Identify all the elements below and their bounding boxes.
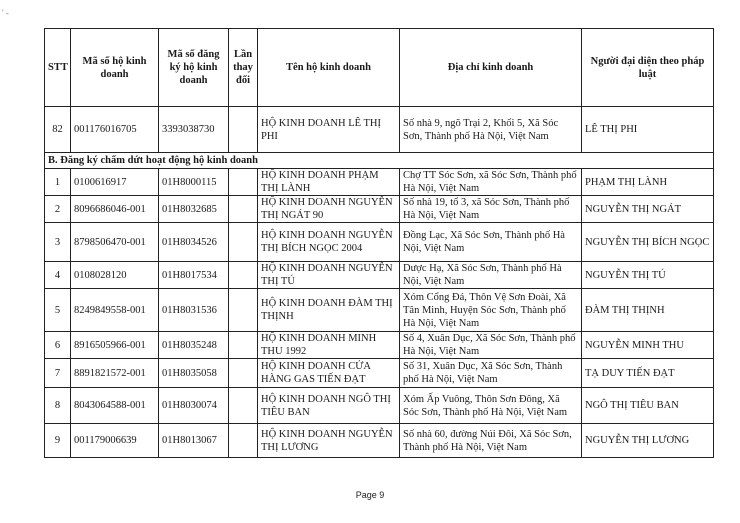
cell-lan [229, 289, 258, 332]
cell-nguoi: ĐÀM THỊ THỊNH [582, 289, 714, 332]
header-lan-thay-doi: Lần thay đổi [229, 29, 258, 107]
table-row [45, 169, 714, 196]
header-nguoi-dai-dien: Người đại diện theo pháp luật [582, 29, 714, 107]
cell-ma-dang-ky: 01H8030074 [159, 388, 229, 424]
business-registration-table [44, 28, 714, 458]
cell-ma-so: 8798506470-001 [71, 223, 159, 262]
cell-nguoi: NGÔ THỊ TIÊU BAN [582, 388, 714, 424]
table-row [45, 223, 714, 262]
cell-ma-so: 001176016705 [71, 107, 159, 153]
page-number: Page 9 [355, 490, 385, 500]
cell-ma-dang-ky: 01H8034526 [159, 223, 229, 262]
cell-stt: 3 [45, 223, 71, 262]
cell-lan [229, 388, 258, 424]
cell-lan [229, 169, 258, 196]
cell-stt: 8 [45, 388, 71, 424]
cell-ten: HỘ KINH DOANH NGUYỄN THỊ LƯƠNG [258, 424, 400, 458]
cell-ma-so: 8916505966-001 [71, 332, 159, 359]
cell-lan [229, 223, 258, 262]
cell-ten: HỘ KINH DOANH MINH THU 1992 [258, 332, 400, 359]
cell-lan [229, 196, 258, 223]
cell-dia-chi: Số 31, Xuân Dục, Xã Sóc Sơn, Thành phố Hà Nội, Việt Nam [400, 359, 582, 388]
cell-nguoi: LÊ THỊ PHI [582, 107, 714, 153]
cell-ma-so: 8096686046-001 [71, 196, 159, 223]
table-row [45, 424, 714, 458]
cell-dia-chi: Số 4, Xuân Dục, Xã Sóc Sơn, Thành phố Hà Nội, Việt Nam [400, 332, 582, 359]
cell-nguoi: NGUYỄN THỊ LƯƠNG [582, 424, 714, 458]
cell-dia-chi: Chợ TT Sóc Sơn, xã Sóc Sơn, Thành phố Hà Nội, Việt Nam [400, 169, 582, 196]
cell-nguoi: PHẠM THỊ LÀNH [582, 169, 714, 196]
cell-ma-dang-ky: 01H8013067 [159, 424, 229, 458]
cell-stt: 4 [45, 262, 71, 289]
cell-lan [229, 262, 258, 289]
cell-lan [229, 424, 258, 458]
cell-ma-dang-ky: 01H8035248 [159, 332, 229, 359]
cell-ten: HỘ KINH DOANH LÊ THỊ PHI [258, 107, 400, 153]
table-header-row [45, 29, 714, 107]
table-row [45, 388, 714, 424]
cell-ma-so: 001179006639 [71, 424, 159, 458]
header-ten: Tên hộ kinh doanh [258, 29, 400, 107]
cell-lan [229, 107, 258, 153]
table-row [45, 196, 714, 223]
cell-stt: 5 [45, 289, 71, 332]
cell-ten: HỘ KINH DOANH NGÔ THỊ TIÊU BAN [258, 388, 400, 424]
cell-dia-chi: Dược Hạ, Xã Sóc Sơn, Thành phố Hà Nội, Việt Nam [400, 262, 582, 289]
cell-ten: HỘ KINH DOANH NGUYỄN THỊ BÍCH NGỌC 2004 [258, 223, 400, 262]
cell-stt: 82 [45, 107, 71, 153]
table-row [45, 289, 714, 332]
cell-dia-chi: Xóm Cổng Đá, Thôn Vệ Sơn Đoài, Xã Tân Minh, Huyện Sóc Sơn, Thành phố Hà Nội, Việt Nam [400, 289, 582, 332]
cell-ma-so: 8249849558-001 [71, 289, 159, 332]
header-stt: STT [45, 29, 71, 107]
cell-stt: 1 [45, 169, 71, 196]
cell-ma-so: 8043064588-001 [71, 388, 159, 424]
cell-stt: 9 [45, 424, 71, 458]
header-ma-so: Mã số hộ kinh doanh [71, 29, 159, 107]
cell-ma-so: 0108028120 [71, 262, 159, 289]
cell-ma-so: 8891821572-001 [71, 359, 159, 388]
cell-dia-chi: Xóm Ấp Vuông, Thôn Sơn Đông, Xã Sóc Sơn, Thành phố Hà Nội, Việt Nam [400, 388, 582, 424]
cell-nguoi: NGUYỄN THỊ TÚ [582, 262, 714, 289]
cell-ma-dang-ky: 01H8031536 [159, 289, 229, 332]
cell-nguoi: TẠ DUY TIẾN ĐẠT [582, 359, 714, 388]
section-heading-row [45, 153, 714, 169]
cell-lan [229, 359, 258, 388]
cell-ma-so: 0100616917 [71, 169, 159, 196]
cell-ma-dang-ky: 01H8000115 [159, 169, 229, 196]
cell-nguoi: NGUYỄN MINH THU [582, 332, 714, 359]
cell-nguoi: NGUYỄN THỊ BÍCH NGỌC [582, 223, 714, 262]
table-row [45, 262, 714, 289]
cell-nguoi: NGUYỄN THỊ NGÁT [582, 196, 714, 223]
cell-dia-chi: Số nhà 9, ngõ Trại 2, Khối 5, Xã Sóc Sơn, Thành phố Hà Nội, Việt Nam [400, 107, 582, 153]
header-dia-chi: Địa chỉ kinh doanh [400, 29, 582, 107]
table-row [45, 107, 714, 153]
cell-dia-chi: Số nhà 60, đường Núi Đôi, Xã Sóc Sơn, Thành phố Hà Nội, Việt Nam [400, 424, 582, 458]
cell-dia-chi: Số nhà 19, tổ 3, xã Sóc Sơn, Thành phố Hà Nội, Việt Nam [400, 196, 582, 223]
cell-ten: HỘ KINH DOANH NGUYỄN THỊ TÚ [258, 262, 400, 289]
cell-ma-dang-ky: 01H8017534 [159, 262, 229, 289]
table-row [45, 359, 714, 388]
cell-ma-dang-ky: 01H8035058 [159, 359, 229, 388]
cell-ten: HỘ KINH DOANH NGUYỄN THỊ NGÁT 90 [258, 196, 400, 223]
table-row [45, 332, 714, 359]
scan-corner-mark: ' - [2, 8, 9, 18]
header-ma-dang-ky: Mã số đăng ký hộ kinh doanh [159, 29, 229, 107]
cell-ma-dang-ky: 3393038730 [159, 107, 229, 153]
cell-lan [229, 332, 258, 359]
cell-ten: HỘ KINH DOANH PHẠM THỊ LÀNH [258, 169, 400, 196]
cell-stt: 7 [45, 359, 71, 388]
cell-dia-chi: Đồng Lạc, Xã Sóc Sơn, Thành phố Hà Nội, Việt Nam [400, 223, 582, 262]
cell-stt: 2 [45, 196, 71, 223]
cell-ten: HỘ KINH DOANH CỬA HÀNG GAS TIẾN ĐẠT [258, 359, 400, 388]
section-b-title: B. Đăng ký chấm dứt hoạt động hộ kinh doanh [45, 153, 714, 169]
cell-stt: 6 [45, 332, 71, 359]
cell-ma-dang-ky: 01H8032685 [159, 196, 229, 223]
cell-ten: HỘ KINH DOANH ĐÀM THỊ THỊNH [258, 289, 400, 332]
